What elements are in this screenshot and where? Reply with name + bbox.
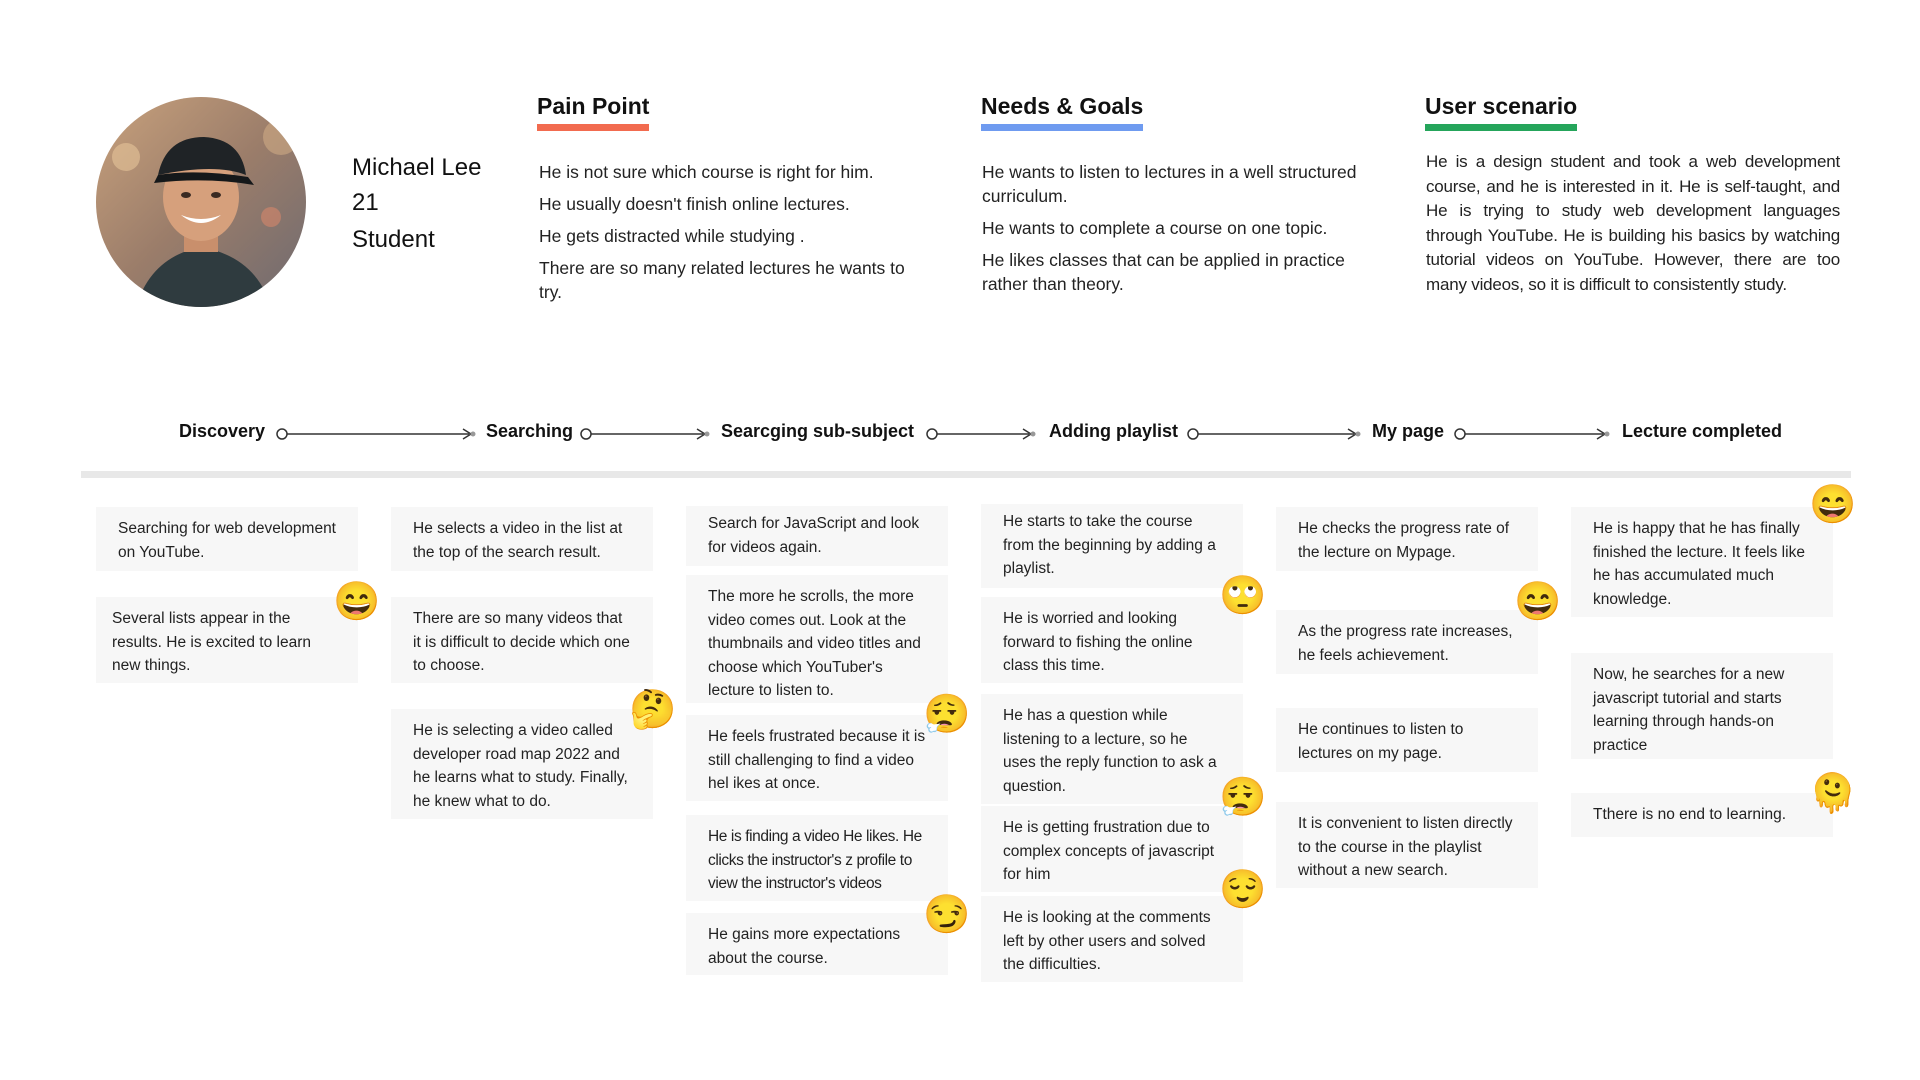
pain-point-underline (537, 124, 649, 131)
needs-goals-underline (981, 124, 1143, 131)
relieved-face-icon: 😌 (1219, 869, 1267, 911)
user-scenario-title: User scenario (1425, 93, 1578, 119)
stage-arrow-icon (925, 426, 1037, 442)
needs-goals-list (982, 160, 1392, 304)
needs-goals-header (981, 93, 1143, 131)
melting-face-icon: 🫠 (1809, 773, 1857, 815)
user-scenario-text: He is a design student and took a web development course, and he is interested in it. He is self-taught, and He is trying to study web development languages through YouTube. He is building his basics by watching tutorial videos on YouTube. However, there are too many videos, so it is difficult to consistently study. (1426, 152, 1840, 294)
journey-card: Now, he searches for a new javascript tutorial and starts learning through hands-on practice (1571, 653, 1833, 759)
needs-goals-item: He wants to listen to lectures in a well structured curriculum. (982, 162, 1357, 206)
needs-goals-item: He wants to complete a course on one topic. (982, 218, 1328, 238)
exhaling-face-icon: 😮‍💨 (923, 694, 971, 736)
persona-name: Michael Lee (352, 154, 482, 181)
stage-arrow-icon (1453, 426, 1611, 442)
stage-discovery: Discovery (179, 421, 266, 441)
journey-card: Several lists appear in the results. He is excited to learn new things. (96, 597, 358, 683)
journey-card: He checks the progress rate of the lecture on Mypage. (1276, 507, 1538, 571)
journey-card: As the progress rate increases, he feels achievement. (1276, 610, 1538, 674)
thinking-face-icon: 🤔 (629, 689, 677, 731)
pain-point-item: He usually doesn't finish online lectures. (539, 194, 850, 214)
journey-card: Search for JavaScript and look for videos again. (686, 506, 948, 566)
persona-avatar (96, 97, 306, 307)
user-scenario-underline (1425, 124, 1577, 131)
journey-divider (81, 471, 1851, 478)
pain-point-item: He gets distracted while studying . (539, 226, 805, 246)
persona-role: Student (352, 226, 435, 253)
pain-point-item: He is not sure which course is right for him. (539, 162, 874, 182)
journey-card: He has a question while listening to a lecture, so he uses the reply function to ask a question. (981, 694, 1243, 804)
journey-card: The more he scrolls, the more video comes out. Look at the thumbnails and video titles and choose which YouTuber's lecture to listen to. (686, 575, 948, 703)
stage-arrow-icon (579, 426, 711, 442)
journey-card: He starts to take the course from the beginning by adding a playlist. (981, 504, 1243, 588)
pain-point-title: Pain Point (537, 93, 650, 119)
journey-card: He is looking at the comments left by other users and solved the difficulties. (981, 896, 1243, 982)
stage-arrow-icon (275, 426, 477, 442)
grinning-face-icon: 😄 (1514, 581, 1562, 623)
grinning-face-icon: 😄 (1809, 484, 1857, 526)
journey-card: He feels frustrated because it is still challenging to find a video hel ikes at once. (686, 715, 948, 801)
journey-card: It is convenient to listen directly to the course in the playlist without a new search. (1276, 802, 1538, 888)
journey-card: He is worried and looking forward to fishing the online class this time. (981, 597, 1243, 683)
journey-card: He gains more expectations about the course. (686, 913, 948, 975)
stage-lecture-completed: Lecture completed (1622, 421, 1783, 441)
journey-card: He is getting frustration due to complex concepts of javascript for him (981, 806, 1243, 892)
journey-card: He is selecting a video called developer road map 2022 and he learns what to study. Finally, he knew what to do. (391, 709, 653, 819)
needs-goals-item: He likes classes that can be applied in practice rather than theory. (982, 250, 1345, 294)
stage-my-page: My page (1372, 421, 1445, 441)
journey-card: He is finding a video He likes. He clicks the instructor's z profile to view the instructor's videos (686, 815, 948, 901)
journey-card: Searching for web development on YouTube. (96, 507, 358, 571)
stage-searching: Searching (486, 421, 574, 441)
pain-point-header (537, 93, 649, 131)
journey-card: He selects a video in the list at the top of the search result. (391, 507, 653, 571)
smirking-face-icon: 😏 (923, 894, 971, 936)
stage-arrow-icon (1186, 426, 1362, 442)
eye-roll-face-icon: 🙄 (1219, 575, 1267, 617)
needs-goals-title: Needs & Goals (981, 93, 1144, 119)
journey-card: He continues to listen to lectures on my page. (1276, 708, 1538, 772)
journey-card: He is happy that he has finally finished the lecture. It feels like he has accumulated much knowledge. (1571, 507, 1833, 617)
pain-point-list (539, 160, 919, 312)
stage-searching-sub-subject: Searcging sub-subject (721, 421, 915, 441)
exhaling-face-icon: 😮‍💨 (1219, 777, 1267, 819)
user-scenario-header (1425, 93, 1577, 131)
grinning-face-icon: 😄 (333, 581, 381, 623)
journey-card: There are so many videos that it is difficult to decide which one to choose. (391, 597, 653, 683)
journey-card: Tthere is no end to learning. (1571, 793, 1833, 837)
persona-age: 21 (352, 189, 379, 216)
pain-point-item: There are so many related lectures he wants to try. (539, 258, 905, 302)
stage-adding-playlist: Adding playlist (1049, 421, 1179, 441)
